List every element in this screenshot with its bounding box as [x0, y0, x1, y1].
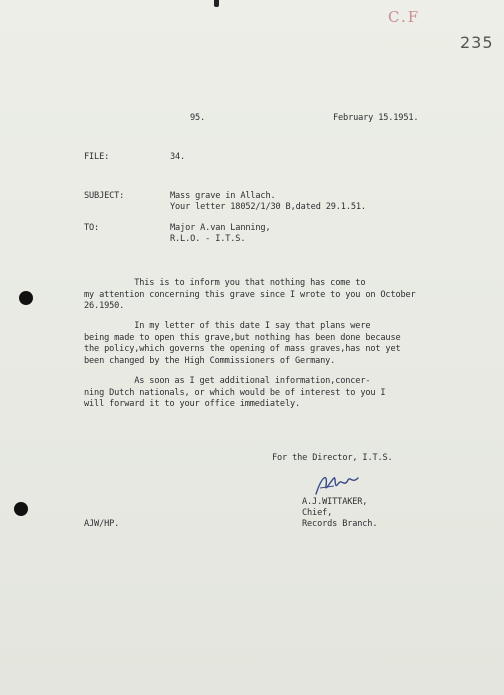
letter-date: February 15.1951. — [333, 113, 419, 123]
file-label: FILE: — [84, 152, 110, 162]
paragraph-line: being made to open this grave,but nothing has been done because — [84, 332, 401, 343]
paragraph-line: ning Dutch nationals, or which would be of interest to you I — [84, 387, 386, 398]
signatory-department: Records Branch. — [302, 519, 378, 529]
paragraph-line: my attention concerning this grave since I wrote to you on October — [84, 289, 416, 300]
paragraph-line: In my letter of this date I say that plans were — [84, 321, 371, 331]
paragraph-line: the policy,which governs the opening of mass graves,has not yet — [84, 344, 401, 354]
typist-initials: AJW/HP. — [84, 519, 120, 529]
paragraph-line: This is to inform you that nothing has come to — [84, 278, 366, 288]
paragraph-line: As soon as I get additional information,concer- — [84, 376, 371, 386]
reference-number: 95. — [190, 113, 206, 123]
signatory-name: A.J.WITTAKER, — [302, 497, 368, 507]
subject-line-1: Mass grave in Allach. — [170, 191, 276, 201]
body-paragraph-1 — [84, 278, 416, 313]
to-line-1: Major A.van Lanning, — [170, 223, 271, 233]
punch-hole — [14, 502, 28, 516]
staple-mark — [214, 0, 219, 7]
punch-hole — [19, 291, 33, 305]
to-line-2: R.L.O. - I.T.S. — [170, 234, 246, 244]
paragraph-line: been changed by the High Commissioners of Germany. — [84, 355, 336, 366]
page-number: 235 — [460, 33, 494, 52]
subject-line-2: Your letter 18052/1/30 B,dated 29.1.51. — [170, 202, 366, 212]
subject-label: SUBJECT: — [84, 191, 125, 201]
to-label: TO: — [84, 223, 100, 233]
signatory-title: Chief, — [302, 508, 333, 518]
margin-annotation: C.F — [388, 8, 421, 26]
body-paragraph-2 — [84, 321, 401, 367]
file-value: 34. — [170, 152, 186, 162]
paragraph-line: will forward it to your office immediately. — [84, 399, 301, 409]
paragraph-line: 26.1950. — [84, 301, 125, 311]
closing-line: For the Director, I.T.S. — [272, 453, 393, 463]
handwritten-signature — [312, 470, 360, 498]
body-paragraph-3 — [84, 376, 385, 411]
